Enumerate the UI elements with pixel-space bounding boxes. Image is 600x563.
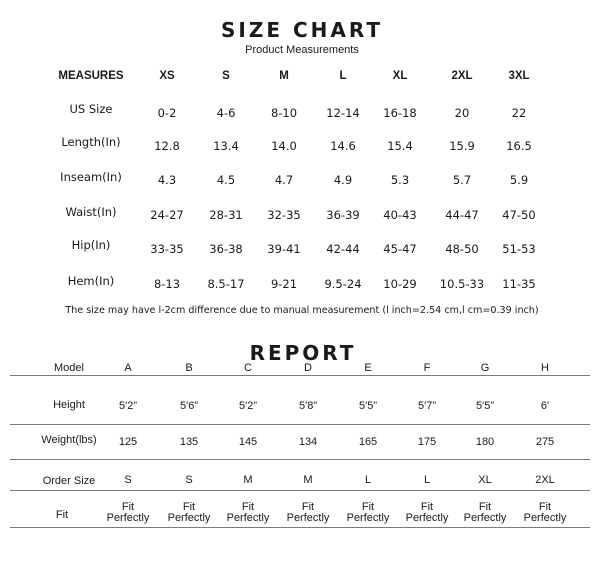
fit-word: Fit — [538, 501, 552, 513]
cell-weight-a: 125 — [118, 436, 138, 448]
cell-3xl: 5.9 — [509, 173, 529, 187]
cell-weight-e: 165 — [358, 436, 378, 448]
report-divider — [10, 527, 590, 528]
cell-height-b: 5′6” — [180, 400, 198, 412]
cell-weight-g: 180 — [475, 436, 495, 448]
cell-weight-b: 135 — [179, 436, 199, 448]
header-l: L — [339, 70, 347, 82]
cell-3xl: 16.5 — [506, 139, 532, 153]
cell-height-c: 5′2” — [239, 400, 257, 412]
cell-height-d: 5′8” — [299, 400, 317, 412]
row-label: Order Size — [42, 475, 96, 487]
cell-l: 14.6 — [330, 139, 356, 153]
cell-l: 36-39 — [326, 208, 360, 222]
row-label: Hip(In) — [71, 238, 111, 252]
cell-height-f: 5′7” — [418, 400, 436, 412]
cell-model-d: D — [304, 362, 312, 374]
header-xs: XS — [159, 70, 175, 82]
cell-m: 39-41 — [267, 242, 301, 256]
cell-s: 4.5 — [216, 173, 236, 187]
fit-word: Perfectly — [346, 512, 390, 524]
measurement-note: The size may have l-2cm difference due to manual measurement (l inch=2.54 cm,l cm=0.39 inch) — [65, 305, 539, 316]
row-label: Weight(lbs) — [41, 434, 97, 446]
header-xl: XL — [392, 70, 408, 82]
cell-fit-b — [168, 502, 211, 524]
cell-s: 36-38 — [209, 242, 243, 256]
cell-fit-c — [227, 502, 270, 524]
report-divider — [10, 490, 590, 491]
header-3xl: 3XL — [508, 70, 530, 82]
cell-3xl: 11-35 — [502, 277, 536, 291]
row-label: Hem(In) — [67, 274, 115, 288]
cell-order-h: 2XL — [535, 474, 555, 486]
cell-xl: 15.4 — [387, 139, 413, 153]
row-label: Model — [54, 362, 84, 374]
cell-order-g: XL — [478, 474, 492, 486]
cell-l: 9.5-24 — [324, 277, 362, 291]
cell-xs: 12.8 — [154, 139, 180, 153]
cell-height-e: 5′5” — [359, 400, 377, 412]
fit-word: Fit — [478, 501, 492, 513]
cell-weight-f: 175 — [417, 436, 437, 448]
cell-fit-h — [524, 502, 567, 524]
cell-2xl: 15.9 — [449, 139, 475, 153]
cell-weight-d: 134 — [298, 436, 318, 448]
cell-xl: 40-43 — [383, 208, 417, 222]
fit-word: Fit — [241, 501, 255, 513]
cell-model-h: H — [541, 362, 549, 374]
fit-word: Perfectly — [405, 512, 449, 524]
cell-fit-f — [406, 502, 449, 524]
cell-2xl: 20 — [454, 106, 470, 120]
cell-2xl: 48-50 — [445, 242, 479, 256]
cell-xl: 10-29 — [383, 277, 417, 291]
fit-word: Perfectly — [167, 512, 211, 524]
cell-s: 8.5-17 — [207, 277, 245, 291]
cell-model-g: G — [480, 362, 490, 374]
cell-order-a: S — [124, 474, 132, 486]
cell-2xl: 5.7 — [452, 173, 472, 187]
cell-xs: 4.3 — [157, 173, 177, 187]
cell-xs: 24-27 — [150, 208, 184, 222]
fit-word: Perfectly — [523, 512, 567, 524]
cell-3xl: 51-53 — [502, 242, 536, 256]
cell-fit-g — [464, 502, 507, 524]
cell-fit-e — [347, 502, 390, 524]
fit-word: Perfectly — [463, 512, 507, 524]
cell-l: 4.9 — [333, 173, 353, 187]
cell-s: 28-31 — [209, 208, 243, 222]
cell-xl: 5.3 — [390, 173, 410, 187]
fit-word: Perfectly — [106, 512, 150, 524]
cell-height-h: 6′ — [540, 400, 550, 412]
size-chart-subtitle: Product Measurements — [245, 44, 359, 56]
cell-fit-a — [107, 502, 150, 524]
cell-s: 4-6 — [216, 106, 236, 120]
fit-word: Perfectly — [226, 512, 270, 524]
row-label: US Size — [69, 102, 113, 116]
cell-weight-c: 145 — [238, 436, 258, 448]
cell-model-f: F — [423, 362, 431, 374]
cell-height-g: 5′5” — [476, 400, 494, 412]
cell-s: 13.4 — [213, 139, 239, 153]
cell-3xl: 47-50 — [502, 208, 536, 222]
row-label: Inseam(In) — [60, 170, 122, 184]
cell-order-c: M — [243, 474, 253, 486]
cell-xs: 33-35 — [150, 242, 184, 256]
cell-order-e: L — [364, 474, 372, 486]
cell-l: 12-14 — [326, 106, 360, 120]
cell-m: 32-35 — [267, 208, 301, 222]
cell-fit-d — [287, 502, 330, 524]
fit-word: Fit — [182, 501, 196, 513]
cell-m: 9-21 — [270, 277, 298, 291]
fit-word: Fit — [121, 501, 135, 513]
header-s: S — [222, 70, 230, 82]
row-label: Length(In) — [61, 135, 121, 149]
fit-word: Fit — [361, 501, 375, 513]
header-2xl: 2XL — [451, 70, 473, 82]
row-label: Waist(In) — [65, 205, 117, 219]
report-divider — [10, 459, 590, 460]
row-label: Height — [53, 399, 85, 411]
cell-m: 14.0 — [271, 139, 297, 153]
cell-order-b: S — [185, 474, 193, 486]
cell-3xl: 22 — [511, 106, 527, 120]
fit-word: Fit — [420, 501, 434, 513]
cell-xl: 16-18 — [383, 106, 417, 120]
cell-xl: 45-47 — [383, 242, 417, 256]
cell-xs: 0-2 — [157, 106, 177, 120]
cell-model-c: C — [244, 362, 252, 374]
cell-model-e: E — [364, 362, 372, 374]
cell-model-b: B — [185, 362, 193, 374]
fit-word: Perfectly — [286, 512, 330, 524]
header-measures: MEASURES — [58, 70, 124, 82]
cell-m: 8-10 — [270, 106, 298, 120]
report-divider — [10, 424, 590, 425]
cell-m: 4.7 — [274, 173, 294, 187]
cell-model-a: A — [124, 362, 132, 374]
cell-height-a: 5′2” — [119, 400, 137, 412]
cell-2xl: 10.5-33 — [439, 277, 485, 291]
row-label: Fit — [55, 509, 69, 521]
cell-2xl: 44-47 — [445, 208, 479, 222]
cell-l: 42-44 — [326, 242, 360, 256]
report-divider — [10, 375, 590, 376]
cell-xs: 8-13 — [153, 277, 181, 291]
cell-order-d: M — [303, 474, 313, 486]
report-title: REPORT — [249, 341, 357, 365]
header-m: M — [279, 70, 289, 82]
size-chart-title: SIZE CHART — [220, 18, 384, 42]
cell-order-f: L — [423, 474, 431, 486]
fit-word: Fit — [301, 501, 315, 513]
cell-weight-h: 275 — [535, 436, 555, 448]
